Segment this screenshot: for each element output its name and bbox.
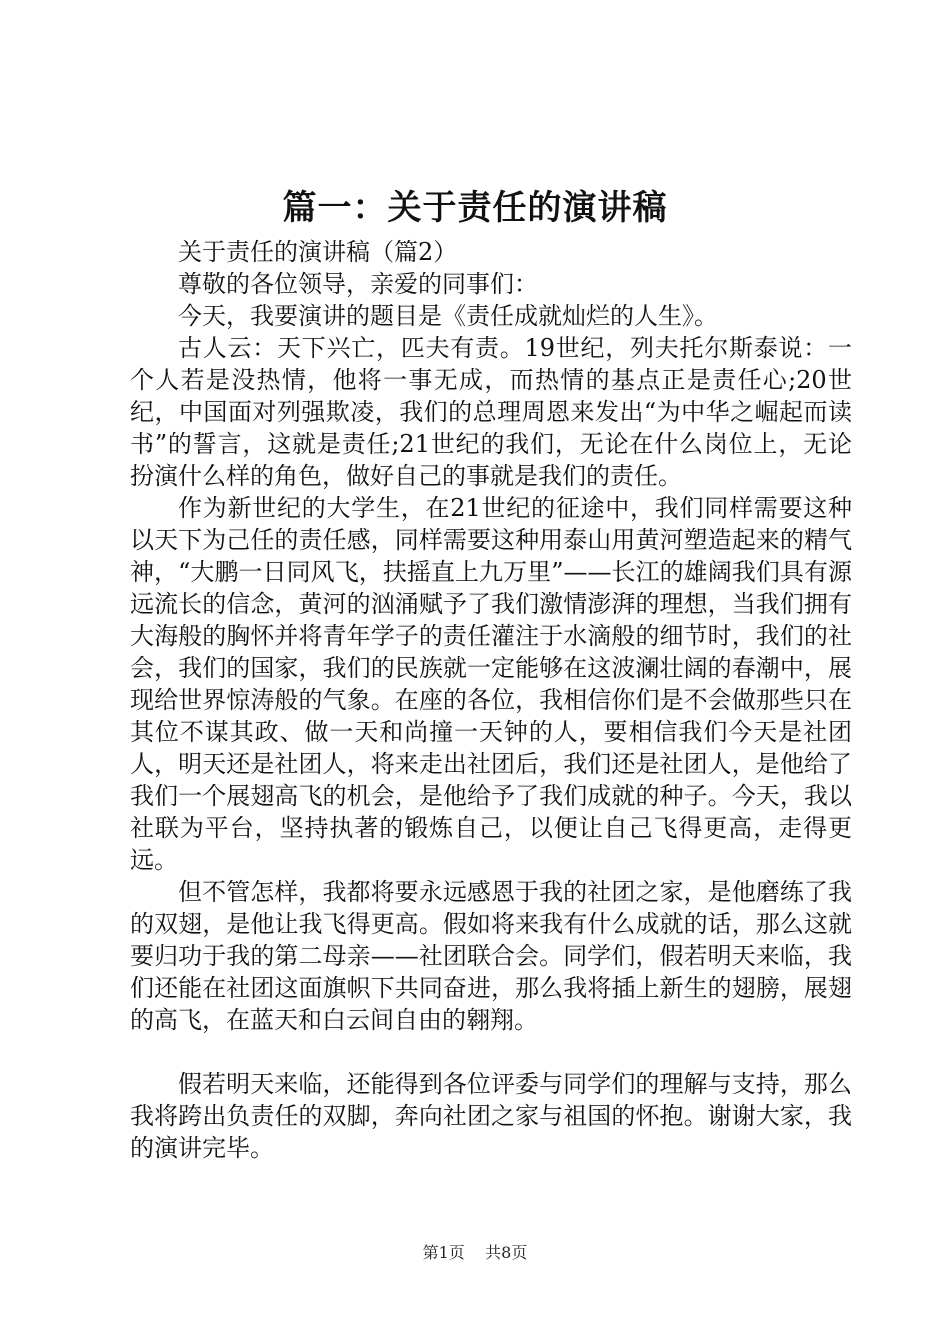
- document-title: 篇一：关于责任的演讲稿: [282, 188, 668, 228]
- footer-separator: [470, 1243, 480, 1262]
- paragraph-subtitle: 关于责任的演讲稿（篇2）: [178, 238, 458, 266]
- page-number: 第1页: [422, 1243, 465, 1262]
- page-footer: [0, 1242, 950, 1264]
- document-body: [130, 236, 852, 1164]
- paragraph-body: 古人云：天下兴亡，匹夫有责。19世纪，列夫托尔斯泰说：一个人若是没热情，他将一事无成，而热情的基点正是责任心;20世纪，中国面对列强欺凌，我们的总理周恩来发出“为中华之崛起而读书”的誓言，这就是责任;21世纪的我们，无论在什么岗位上，无论扮演什么样的角色，做好自己的事就是我们的责任。: [130, 334, 852, 490]
- total-pages: 共8页: [485, 1243, 528, 1262]
- paragraph-salutation: 尊敬的各位领导，亲爱的同事们：: [178, 270, 538, 298]
- paragraph-closing: 假若明天来临，还能得到各位评委与同学们的理解与支持，那么我将跨出负责任的双脚，奔向社团之家与祖国的怀抱。谢谢大家，我的演讲完毕。: [130, 1070, 852, 1162]
- paragraph-body: 作为新世纪的大学生，在21世纪的征途中，我们同样需要这种以天下为己任的责任感，同样需要这种用泰山用黄河塑造起来的精气神，“大鹏一日同风飞，扶摇直上九万里”——长江的雄阔我们具有源远流长的信念，黄河的汹涌赋予了我们激情澎湃的理想，当我们拥有大海般的胸怀并将青年学子的责任灌注于水滴般的细节时，我们的社会，我们的国家，我们的民族就一定能够在这波澜壮阔的春潮中，展现给世界惊涛般的气象。在座的各位，我相信你们是不会做那些只在其位不谋其政、做一天和尚撞一天钟的人，要相信我们今天是社团人，明天还是社团人，将来走出社团后，我们还是社团人，是他给了我们一个展翅高飞的机会，是他给予了我们成就的种子。今天，我以社联为平台，坚持执著的锻炼自己，以便让自己飞得更高，走得更远。: [130, 494, 852, 874]
- paragraph-topic: 今天，我要演讲的题目是《责任成就灿烂的人生》。: [178, 302, 718, 330]
- paragraph-body: 但不管怎样，我都将要永远感恩于我的社团之家，是他磨练了我的双翅，是他让我飞得更高。假如将来我有什么成就的话，那么这就要归功于我的第二母亲——社团联合会。同学们，假若明天来临，我们还能在社团这面旗帜下共同奋进，那么我将插上新生的翅膀，展翅的高飞，在蓝天和白云间自由的翱翔。: [130, 878, 852, 1034]
